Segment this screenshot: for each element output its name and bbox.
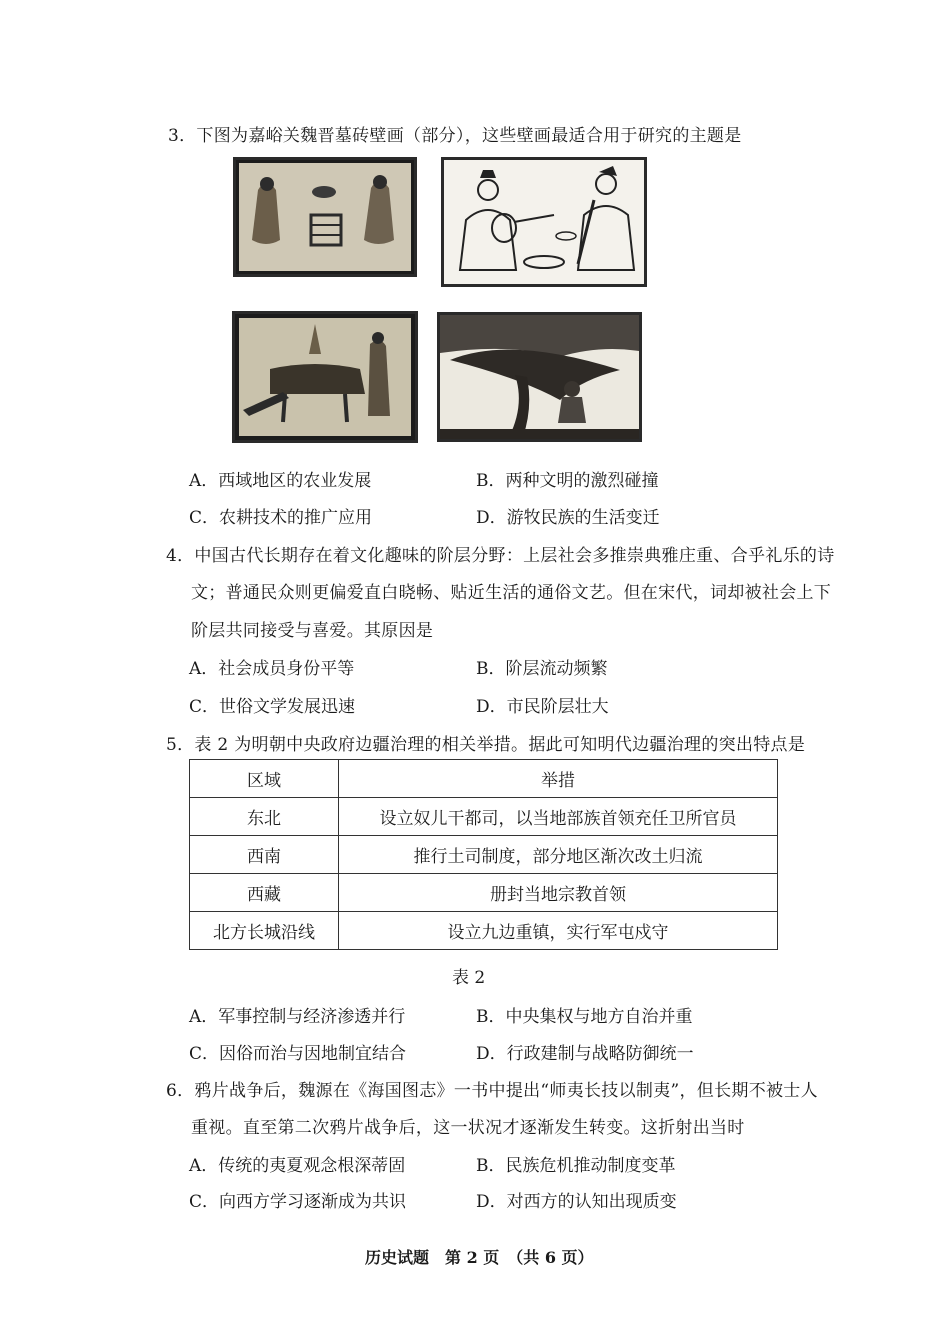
q4-option-c[interactable]: C．世俗文学发展迅速 [189,697,356,717]
mural-image-musicians [441,157,647,287]
policy-table [189,759,778,950]
q5-option-b[interactable]: B．中央集权与地方自治并重 [476,1007,693,1027]
q6-stem-line-2: 重视。直至第二次鸦片战争后，这一状况才逐渐发生转变。这折射出当时 [191,1118,745,1138]
mural-image-banquet [233,157,417,277]
table-cell-measure: 设立九边重镇，实行军屯戍守 [339,912,778,950]
q5-option-d[interactable]: D．行政建制与战略防御统一 [476,1044,694,1064]
table-header-measure: 举措 [339,760,778,798]
table-cell-region: 北方长城沿线 [190,912,339,950]
q4-option-d[interactable]: D．市民阶层壮大 [476,697,609,717]
q4-stem-line-1: 4．中国古代长期存在着文化趣味的阶层分野：上层社会多推崇典雅庄重、合乎礼乐的诗 [166,546,835,566]
table-row [190,874,778,912]
q6-option-d[interactable]: D．对西方的认知出现质变 [476,1192,677,1212]
q4-option-b[interactable]: B．阶层流动频繁 [476,659,608,679]
q3-option-d[interactable]: D．游牧民族的生活变迁 [476,508,660,528]
q6-stem-line-1: 6．鸦片战争后，魏源在《海国图志》一书中提出“师夷长技以制夷”，但长期不被士人 [166,1081,818,1101]
table-row [190,836,778,874]
table-cell-region: 西藏 [190,874,339,912]
page-footer: 历史试题 第 2 页 （共 6 页） [365,1248,594,1267]
q3-option-c[interactable]: C．农耕技术的推广应用 [189,508,373,528]
q5-option-c[interactable]: C．因俗而治与因地制宜结合 [189,1044,407,1064]
mural-image-plowing [232,311,418,443]
table-cell-region: 东北 [190,798,339,836]
table-row [190,912,778,950]
q5-stem: 5．表 2 为明朝中央政府边疆治理的相关举措。据此可知明代边疆治理的突出特点是 [166,735,806,755]
q4-stem-line-3: 阶层共同接受与喜爱。其原因是 [191,621,434,641]
table-row [190,798,778,836]
table-cell-measure: 册封当地宗教首领 [339,874,778,912]
q6-option-c[interactable]: C．向西方学习逐渐成为共识 [189,1192,407,1212]
mural-image-tree [437,312,642,442]
table-cell-measure: 设立奴儿干都司，以当地部族首领充任卫所官员 [339,798,778,836]
table-header-row [190,760,778,798]
table-caption: 表 2 [452,968,486,988]
q3-option-b[interactable]: B．两种文明的激烈碰撞 [476,471,659,491]
table-cell-region: 西南 [190,836,339,874]
q4-option-a[interactable]: A．社会成员身份平等 [189,659,355,679]
table-cell-measure: 推行土司制度，部分地区渐次改土归流 [339,836,778,874]
q3-option-a[interactable]: A．西域地区的农业发展 [189,471,372,491]
q6-option-a[interactable]: A．传统的夷夏观念根深蒂固 [189,1156,406,1176]
q6-option-b[interactable]: B．民族危机推动制度变革 [476,1156,676,1176]
q5-option-a[interactable]: A．军事控制与经济渗透并行 [189,1007,406,1027]
table-header-region: 区域 [190,760,339,798]
q3-stem: 3．下图为嘉峪关魏晋墓砖壁画（部分），这些壁画最适合用于研究的主题是 [168,126,742,146]
q4-stem-line-2: 文；普通民众则更偏爱直白晓畅、贴近生活的通俗文艺。但在宋代，词却被社会上下 [191,583,832,603]
